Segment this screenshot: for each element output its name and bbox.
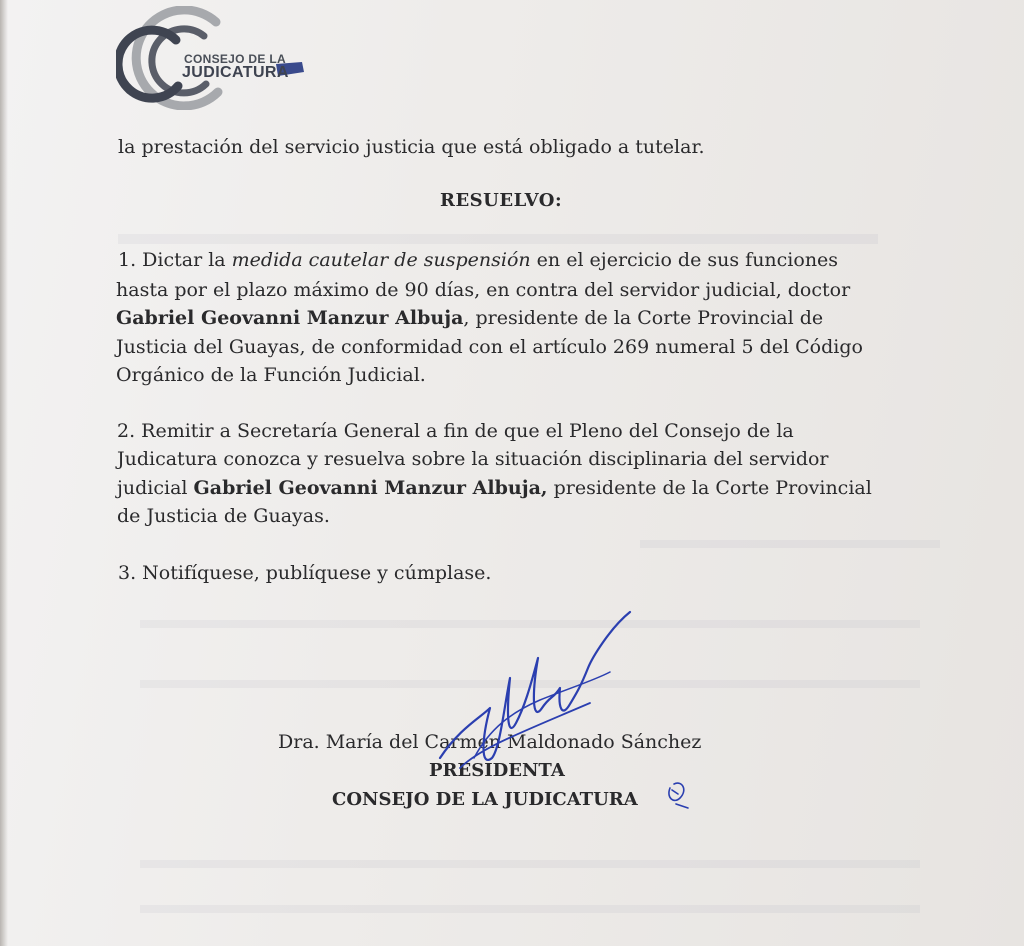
item1-italic-phrase: medida cautelar de suspensión <box>231 249 531 271</box>
page-edge-shadow <box>0 0 8 946</box>
item1-line3-rest: , presidente de la Corte Provincial de <box>463 307 824 329</box>
consejo-judicatura-logo <box>116 6 316 110</box>
item2-line3-rest: presidente de la Corte Provincial <box>547 477 872 499</box>
item1-line5: Orgánico de la Función Judicial. <box>116 364 426 386</box>
signatory-organization: CONSEJO DE LA JUDICATURA <box>332 789 638 810</box>
item2-line3-a: judicial <box>117 477 194 499</box>
logo-text-line1: CONSEJO DE LA <box>184 52 286 66</box>
item2-name-bold: Gabriel Geovanni Manzur Albuja, <box>193 477 548 499</box>
item1-name-bold: Gabriel Geovanni Manzur Albuja <box>116 307 464 329</box>
item2-line1: 2. Remitir a Secretaría General a fin de que el Pleno del Consejo de la <box>117 420 794 442</box>
handwritten-signature <box>420 608 640 808</box>
item1-line2: hasta por el plazo máximo de 90 días, en contra del servidor judicial, doctor <box>116 279 851 301</box>
intro-line: la prestación del servicio justicia que está obligado a tutelar. <box>118 136 705 158</box>
initials-mark <box>664 776 692 810</box>
signatory-title: PRESIDENTA <box>429 760 565 781</box>
item1-line3 <box>116 303 823 334</box>
item1-line4: Justicia del Guayas, de conformidad con el artículo 269 numeral 5 del Código <box>116 336 863 358</box>
resolution-heading: RESUELVO: <box>440 190 563 211</box>
logo-text-line2: JUDICATURA <box>182 64 289 81</box>
item1-line1-a: 1. Dictar la <box>118 249 232 271</box>
item2-line4: de Justicia de Guayas. <box>117 505 330 527</box>
resolution-item-3: 3. Notifíquese, publíquese y cúmplase. <box>118 562 492 584</box>
item2-line2: Judicatura conozca y resuelva sobre la situación disciplinaria del servidor <box>117 448 829 470</box>
signatory-name: Dra. María del Carmen Maldonado Sánchez <box>278 731 702 753</box>
item2-line3 <box>117 473 872 504</box>
item1-line1-b: en el ejercicio de sus funciones <box>530 249 839 271</box>
item1-line1 <box>118 245 838 276</box>
